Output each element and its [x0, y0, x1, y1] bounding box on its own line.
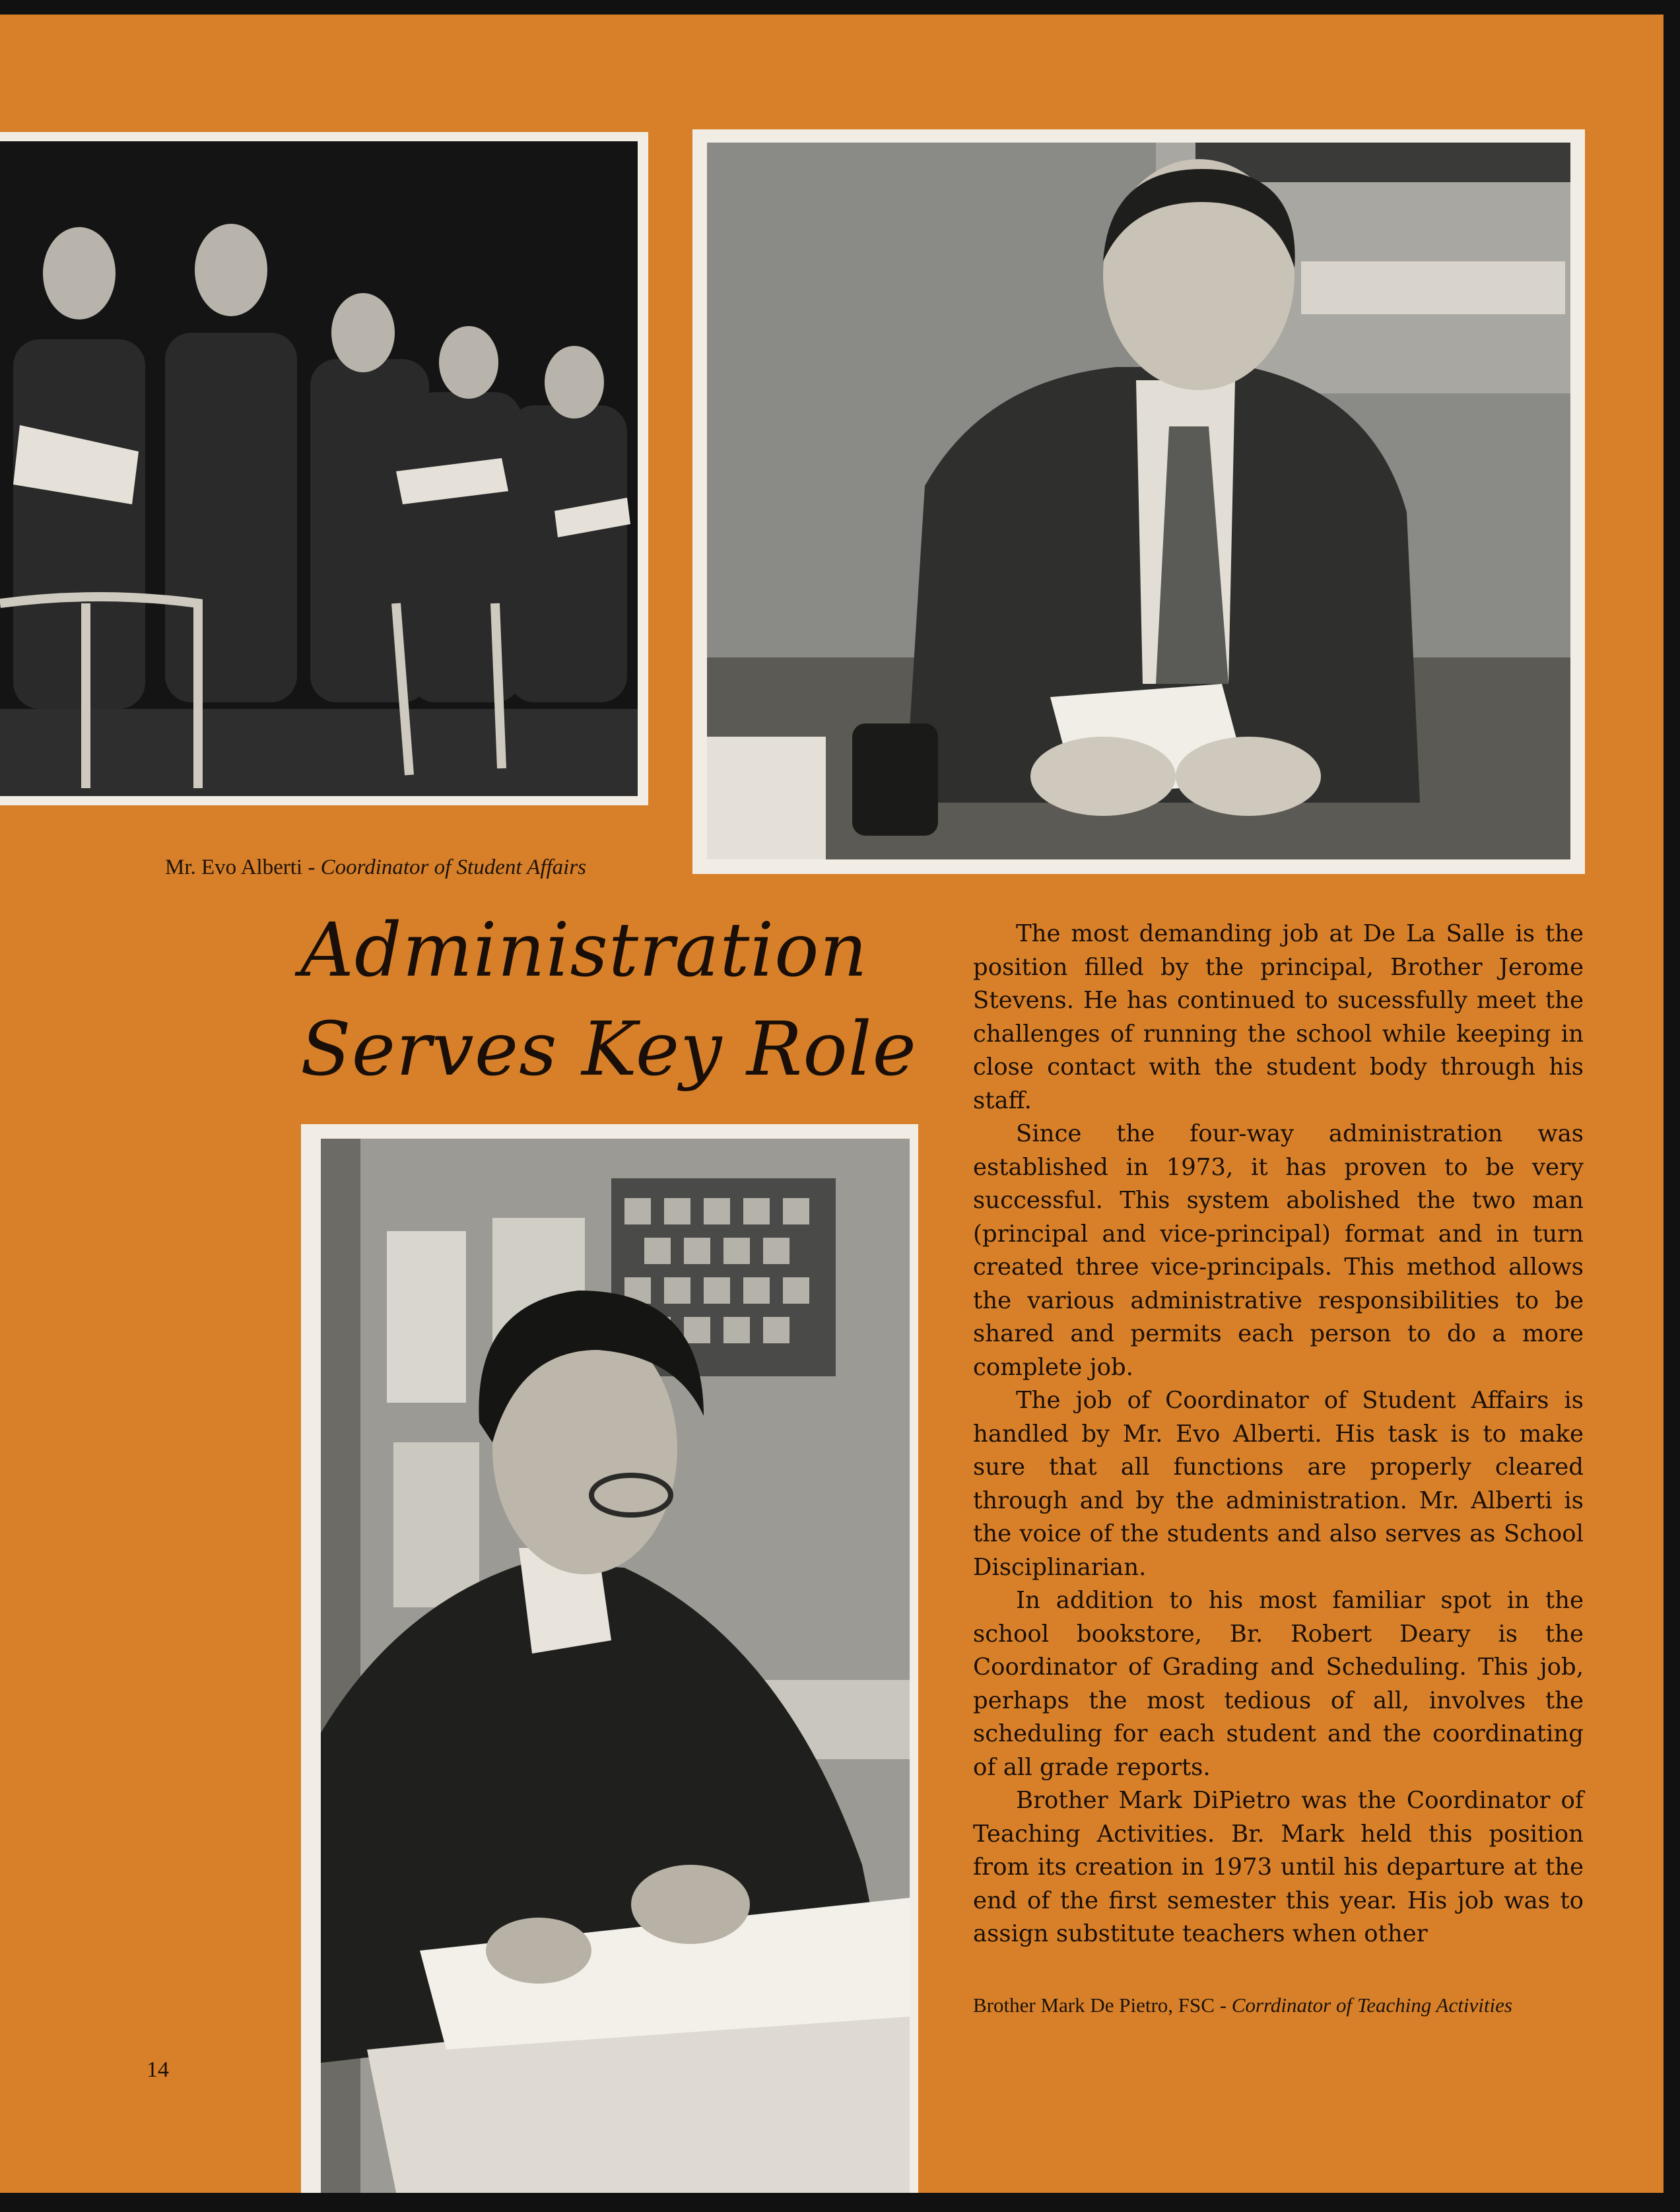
caption-dipietro — [973, 1994, 1512, 2017]
scan-edge-top — [0, 0, 1680, 15]
article-paragraph-2: Since the four-way administration was established in 1973, it has proven to be very successful. This system abolished the two man (principal and vice-principal) format and in turn created three vice-principals. This method allows the various administrative responsibilities to be shared and permits each person to do a more complete job. — [973, 1120, 1584, 1381]
article-paragraph-4: In addition to his most familiar spot in the school bookstore, Br. Robert Deary is the Coordinator of Grading and Scheduling. This job, perhaps the most tedious of all, involves the scheduling for each student and the coordinating of all grade reports. — [973, 1587, 1584, 1781]
caption-alberti-role: - Coordinator of Student Affairs — [308, 855, 587, 879]
scan-edge-right — [1663, 0, 1680, 2212]
headline — [300, 901, 927, 1099]
scan-edge-bottom — [0, 2193, 1680, 2212]
caption-dipietro-name: Brother Mark De Pietro, FSC — [973, 1994, 1215, 2017]
headline-line-2: Serves Key Role — [300, 1007, 917, 1092]
article-paragraph-3: The job of Coordinator of Student Affairs is handled by Mr. Evo Alberti. His task is to make sure that all functions are properly cleared through and by the administration. Mr. Alberti is the voice of the students and also serves as School Disciplinarian. — [973, 1387, 1584, 1581]
photo-seated-officials-image — [0, 141, 638, 796]
photo-man-writing — [301, 1124, 918, 2212]
article-paragraph-5: Brother Mark DiPietro was the Coordinator of Teaching Activities. Br. Mark held this position from its creation in 1973 until his departure at the end of the first semester this year. His job was to assign substitute teachers when other — [973, 1787, 1584, 1947]
photo-man-writing-image — [321, 1139, 910, 2212]
page-number: 14 — [147, 2058, 169, 2082]
article-paragraph-1: The most demanding job at De La Salle is the position filled by the principal, Brother Jerome Stevens. He has continued to sucessfully meet the challenges of running the school while keeping in close contact with the student body through his staff. — [973, 920, 1584, 1114]
headline-line-1: Administration — [300, 908, 868, 993]
photo-seated-officials — [0, 132, 648, 805]
article-body — [973, 918, 1584, 1951]
photo-man-at-desk — [692, 129, 1585, 874]
caption-alberti-name: Mr. Evo Alberti — [165, 855, 303, 879]
caption-alberti — [165, 855, 586, 880]
photo-man-at-desk-image — [707, 143, 1570, 859]
caption-dipietro-role: - Corrdinator of Teaching Activities — [1219, 1994, 1512, 2017]
